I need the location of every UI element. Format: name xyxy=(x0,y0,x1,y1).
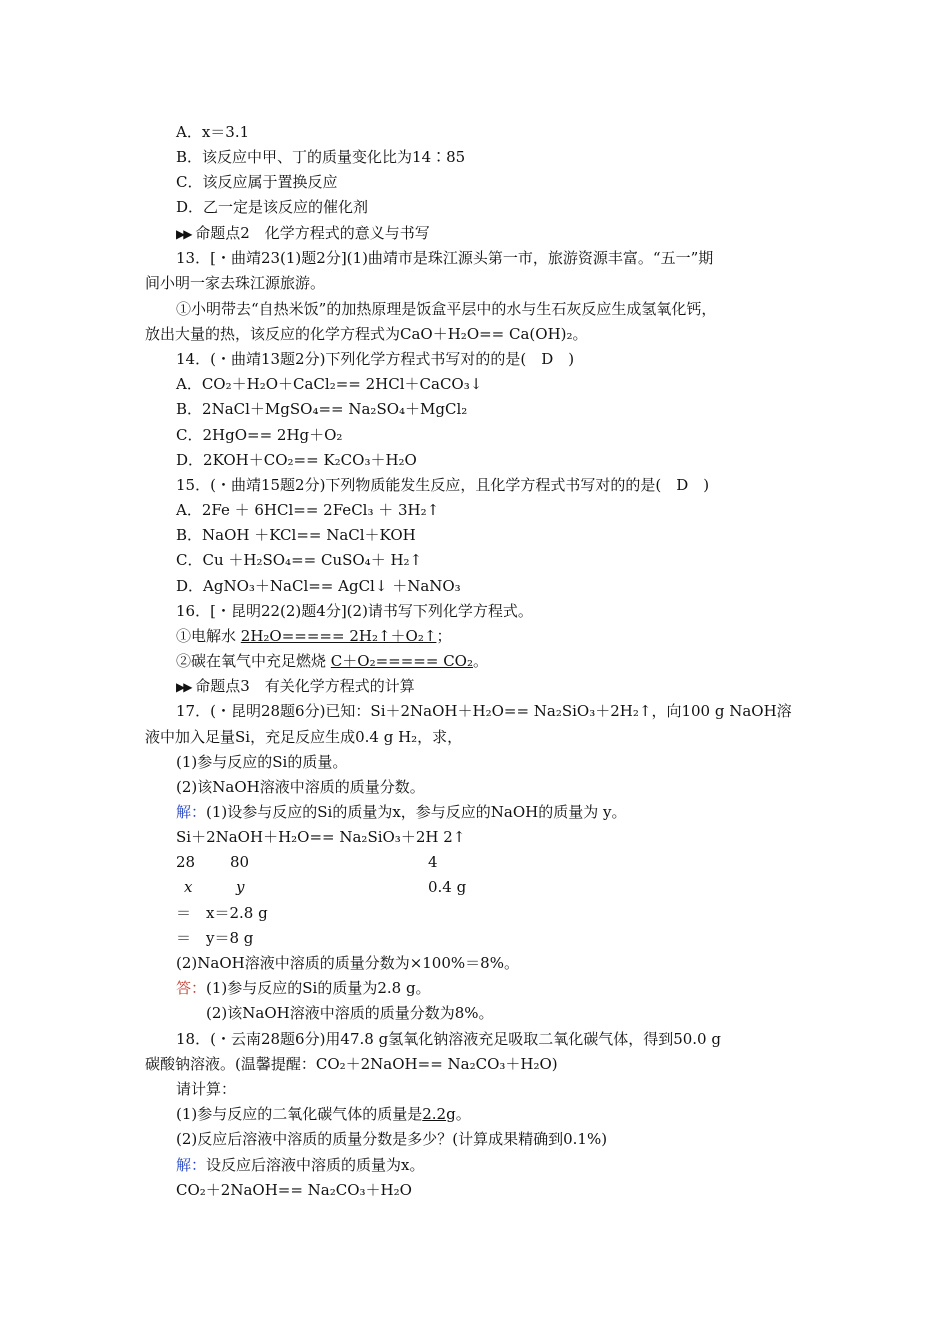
section-title: 命题点3 有关化学方程式的计算 xyxy=(195,677,415,695)
q18-line-3: 请计算： xyxy=(176,1080,237,1098)
section-title: 命题点2 化学方程式的意义与书写 xyxy=(195,224,430,242)
q14-option-a: A．CO₂＋H₂O＋CaCl₂== 2HCl＋CaCO₃↓ xyxy=(176,375,483,393)
q17-result-1: ＝ x＝2.8 g xyxy=(176,904,268,922)
q14-option-c: C．2HgO== 2Hg＋O₂ xyxy=(176,426,343,444)
section-marker-icon: ▶▶ xyxy=(176,680,191,694)
q18-sub-2: (2)反应后溶液中溶质的质量分数是多少？(计算成果精确到0.1%) xyxy=(176,1130,608,1148)
q14-stem: 14．(・曲靖13题2分)下列化学方程式书写对的的是( D ) xyxy=(176,350,575,368)
q15-stem: 15．(・曲靖15题2分)下列物质能发生反应，且化学方程式书写对的的是( D ) xyxy=(176,476,710,494)
q13-line-1: 13．[・曲靖23(1)题2分](1)曲靖市是珠江源头第一市，旅游资源丰富。“五一”期 xyxy=(176,249,714,267)
q17-equation: Si＋2NaOH＋H₂O== Na₂SiO₃＋2H 2↑ xyxy=(176,828,466,846)
q15-option-d: D．AgNO₃＋NaCl== AgCl↓ ＋NaNO₃ xyxy=(176,577,461,595)
q17-answer-2: (2)该NaOH溶液中溶质的质量分数为8%。 xyxy=(206,1004,494,1022)
q18-line-2: 碳酸钠溶液。(温馨提醒：CO₂＋2NaOH== Na₂CO₃＋H₂O) xyxy=(145,1055,558,1073)
q12-option-d: D．乙一定是该反应的催化剂 xyxy=(176,198,369,216)
q16-stem: 16．[・昆明22(2)题4分](2)请书写下列化学方程式。 xyxy=(176,602,533,620)
q13-line-2: 间小明一家去珠江源旅游。 xyxy=(145,274,326,292)
q16-answer-2: C＋O₂===== CO₂ xyxy=(330,652,473,670)
q17-sub-1: (1)参与反应的Si的质量。 xyxy=(176,753,348,771)
q18-answer-1: 2.2 xyxy=(422,1105,447,1123)
q17-answer-1: 答：(1)参与反应的Si的质量为2.8 g。 xyxy=(176,979,431,997)
answer-label: 答： xyxy=(176,979,207,997)
q12-option-a: A．x＝3.1 xyxy=(176,123,250,141)
q15-option-c: C．Cu ＋H₂SO₄== CuSO₄＋ H₂↑ xyxy=(176,551,423,569)
q17-ratio-row-2: x y 0.4 g xyxy=(184,878,467,896)
q17-ratio-row-1: 28 80 4 xyxy=(176,853,438,871)
q17-result-2: ＝ y＝8 g xyxy=(176,929,254,947)
q12-option-b: B．该反应中甲、丁的质量变化比为14∶85 xyxy=(176,148,466,166)
q15-option-a: A．2Fe ＋ 6HCl== 2FeCl₃ ＋ 3H₂↑ xyxy=(176,501,440,519)
q13-line-4: 放出大量的热，该反应的化学方程式为CaO＋H₂O== Ca(OH)₂。 xyxy=(145,325,588,343)
q16-item-1: ①电解水 2H₂O===== 2H₂↑＋O₂↑； xyxy=(176,627,452,645)
section-heading-2 xyxy=(176,222,430,245)
q18-sub-1: (1)参与反应的二氧化碳气体的质量是2.2g。 xyxy=(176,1105,471,1123)
solution-label: 解： xyxy=(176,803,207,821)
q17-sub-2: (2)该NaOH溶液中溶质的质量分数。 xyxy=(176,778,425,796)
solution-label: 解： xyxy=(176,1156,207,1174)
q14-option-d: D．2KOH＋CO₂== K₂CO₃＋H₂O xyxy=(176,451,417,469)
q12-option-c: C．该反应属于置换反应 xyxy=(176,173,338,191)
q15-option-b: B．NaOH ＋KCl== NaCl＋KOH xyxy=(176,526,416,544)
q18-line-1: 18．(・云南28题6分)用47.8 g氢氧化钠溶液充足吸取二氧化碳气体，得到50.0 g xyxy=(176,1030,721,1048)
q18-equation: CO₂＋2NaOH== Na₂CO₃＋H₂O xyxy=(176,1181,412,1199)
q18-solution: 解：设反应后溶液中溶质的质量为x。 xyxy=(176,1156,425,1174)
q17-solution-2: (2)NaOH溶液中溶质的质量分数为×100%＝8%。 xyxy=(176,954,519,972)
q17-line-1: 17．(・昆明28题6分)已知：Si＋2NaOH＋H₂O== Na₂SiO₃＋2H₂↑，向100 g NaOH溶 xyxy=(176,702,792,720)
section-heading-3 xyxy=(176,675,415,698)
q16-answer-1: 2H₂O===== 2H₂↑＋O₂↑ xyxy=(240,627,437,645)
q17-line-2: 液中加入足量Si，充足反应生成0.4 g H₂，求， xyxy=(145,728,463,746)
section-marker-icon: ▶▶ xyxy=(176,227,191,241)
q16-item-2: ②碳在氧气中充足燃烧 C＋O₂===== CO₂。 xyxy=(176,652,488,670)
q17-solution: 解：(1)设参与反应的Si的质量为x，参与反应的NaOH的质量为 y。 xyxy=(176,803,627,821)
q13-line-3: ①小明带去“自热米饭”的加热原理是饭盒平层中的水与生石灰反应生成氢氧化钙， xyxy=(176,300,717,318)
q14-option-b: B．2NaCl＋MgSO₄== Na₂SO₄＋MgCl₂ xyxy=(176,400,468,418)
